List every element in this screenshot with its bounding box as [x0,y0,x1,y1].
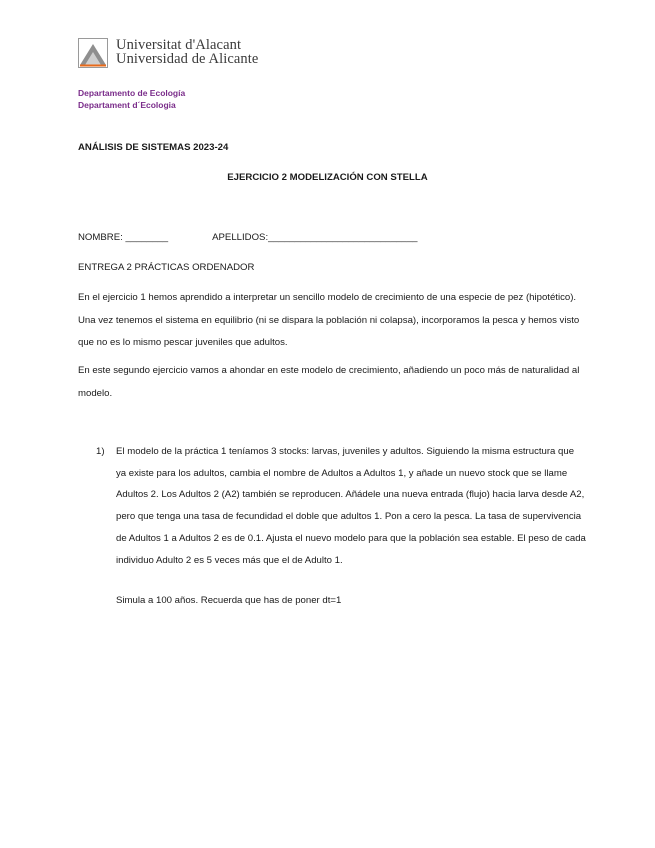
task-list [96,441,586,571]
exercise-title: EJERCICIO 2 MODELIZACIÓN CON STELLA [227,172,428,183]
nombre-field: NOMBRE: ________ [78,232,169,243]
list-item [96,441,586,571]
department-block [78,87,185,111]
logo-line-spanish: Universidad de Alicante [116,51,259,67]
simulation-instruction: Simula a 100 años. Recuerda que has de poner dt=1 [116,595,342,606]
second-paragraph: En este segundo ejercicio vamos a ahondar en este modelo de crecimiento, añadiendo un poco más de naturalidad al modelo. [78,365,580,399]
department-name-va: Departament d´Ecologia [78,100,176,110]
apellidos-field: APELLIDOS:____________________________ [212,232,418,243]
intro-paragraph: En el ejercicio 1 hemos aprendido a interpretar un sencillo modelo de crecimiento de una especie de pez (hipotético). Una vez tenemos el sistema en equilibrio (ni se dispara la población ni colapsa), incorporamos la pesca y hemos visto que no es lo mismo pescar juveniles que adultos. [78,292,580,348]
university-emblem-icon [78,38,108,68]
logo-line-valencian: Universitat d'Alacant [116,37,242,53]
entrega-heading: ENTREGA 2 PRÁCTICAS ORDENADOR [78,262,255,273]
list-item-text: El modelo de la práctica 1 teníamos 3 stocks: larvas, juveniles y adultos. Siguiendo la misma estructura que ya existe para los adultos, cambia el nombre de Adultos a Adultos 1, y añade un nuevo stock que se llame Adultos 2. Los Adultos 2 (A2) también se reproducen. Añádele una nueva entrada (flujo) hacia larva desde A2, pero que tenga una tasa de fecundidad el doble que adultos 1. Pon a cero la pesca. La tasa de supervivencia de Adultos 1 a Adultos 2 es de 0.1. Ajusta el nuevo modelo para que la población sea estable. El peso de cada individuo Adulto 2 es 5 veces más que el de Adulto 1. [116,446,586,566]
department-name-es: Departamento de Ecología [78,88,186,98]
university-logo [78,38,258,68]
list-item-number: 1) [96,446,105,457]
student-name-row [78,232,418,243]
subject-title: ANÁLISIS DE SISTEMAS 2023-24 [78,142,229,153]
